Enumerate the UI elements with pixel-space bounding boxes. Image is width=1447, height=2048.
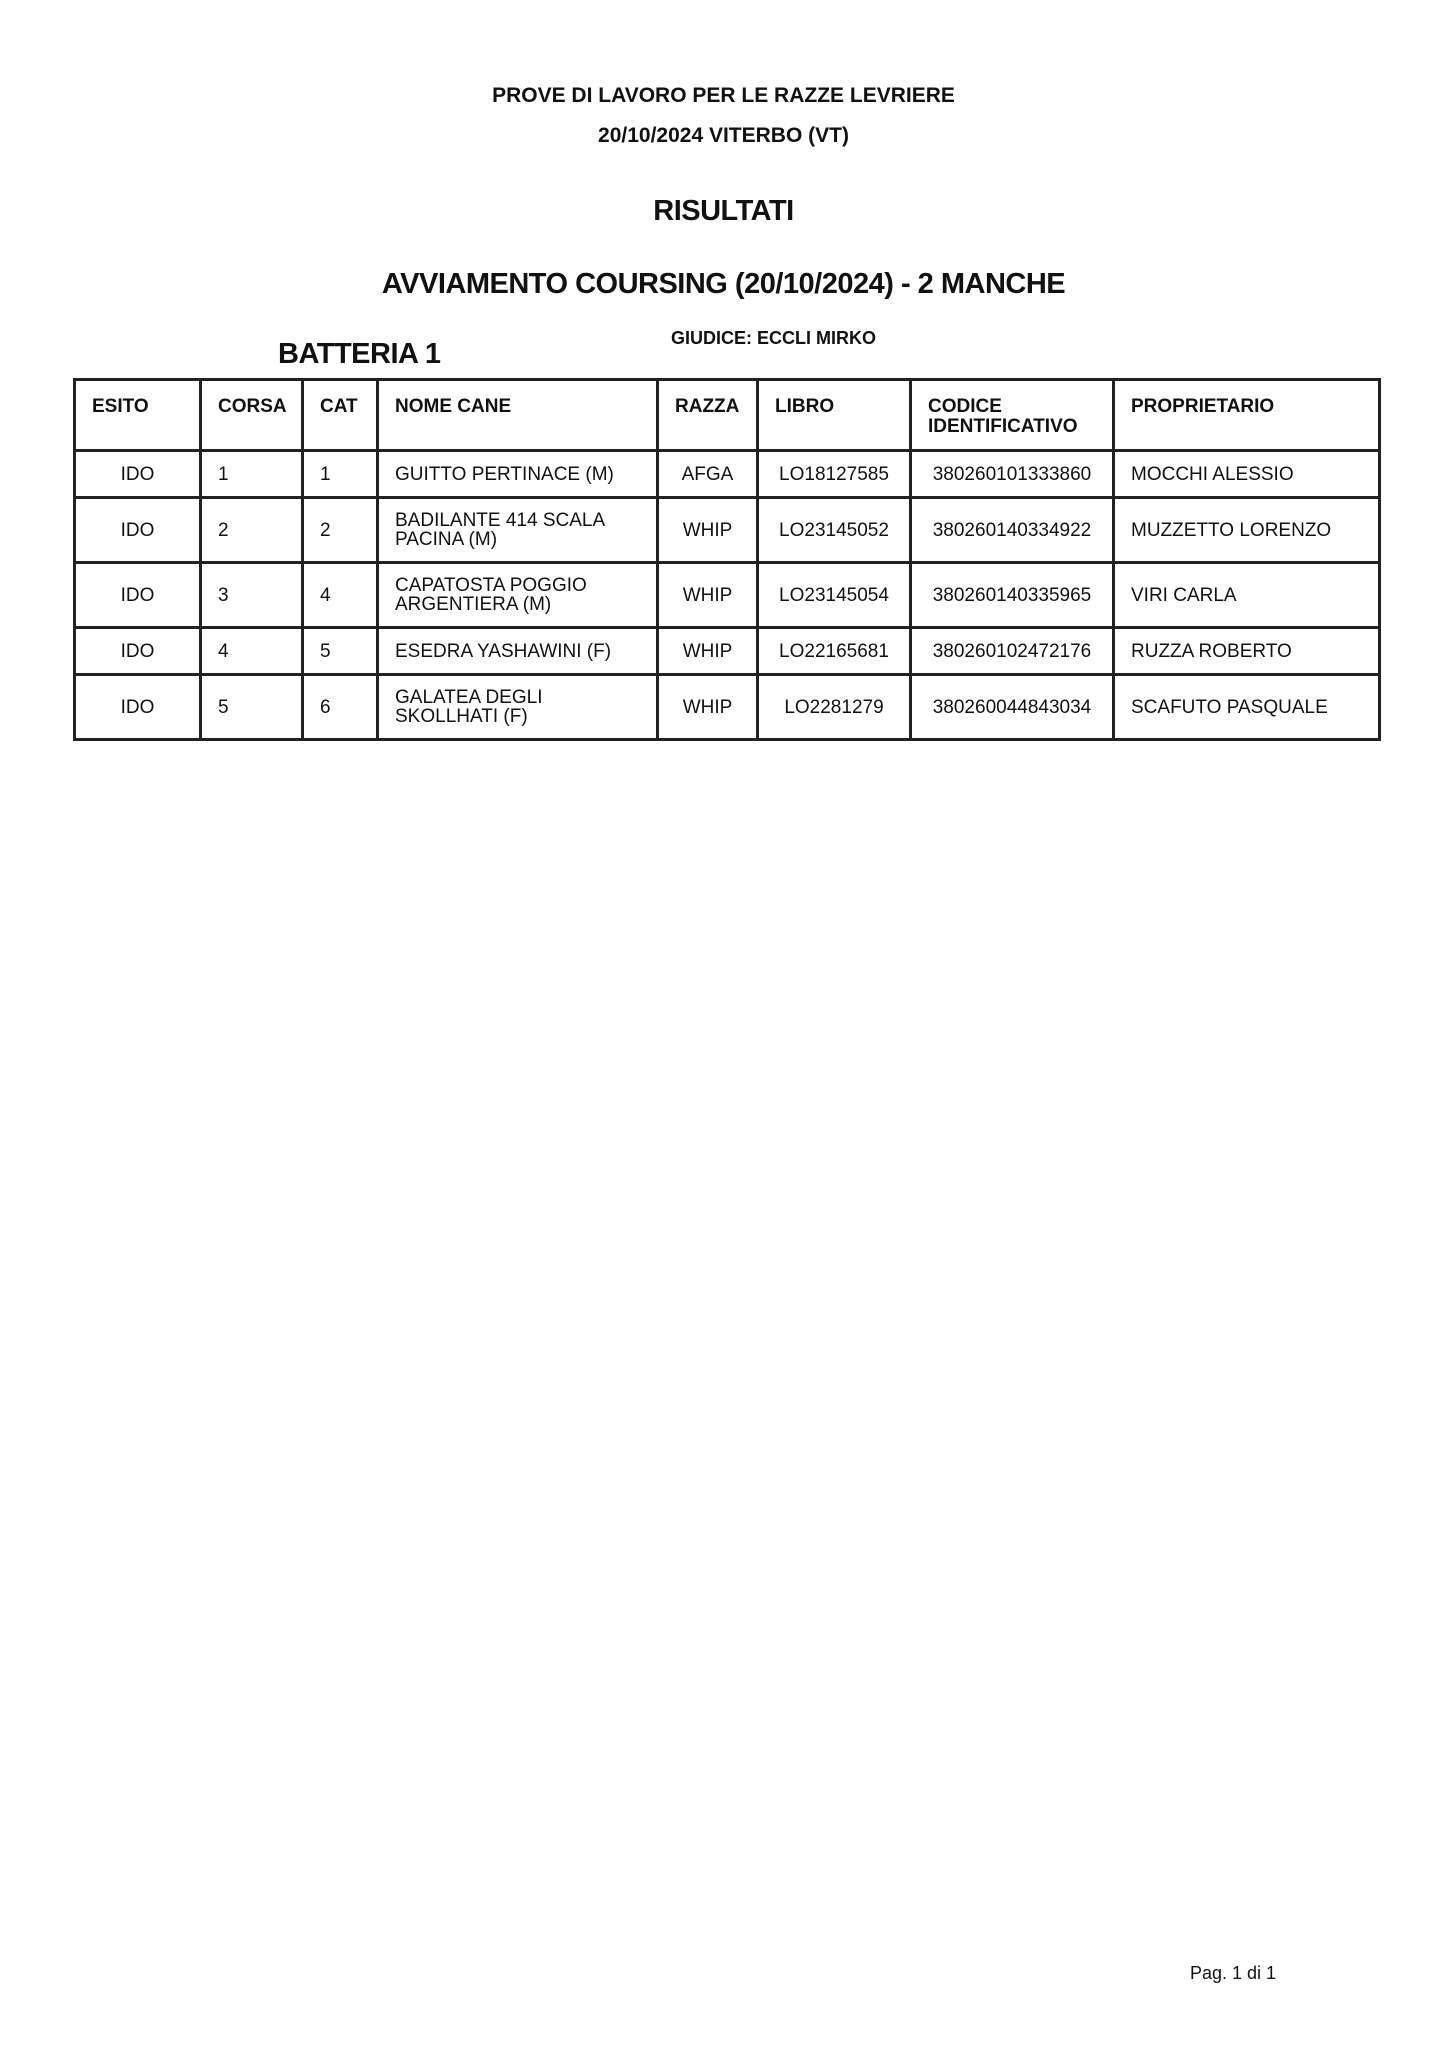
cell-codice: 380260140335965 [911, 563, 1114, 628]
table-row [75, 498, 1380, 563]
cell-codice: 380260044843034 [911, 675, 1114, 740]
cell-nome-cane [378, 628, 658, 675]
cell-nome-line1: GALATEA DEGLI [395, 687, 543, 708]
cell-proprietario: SCAFUTO PASQUALE [1114, 675, 1380, 740]
cell-nome-cane [378, 498, 658, 563]
cell-esito: IDO [75, 498, 201, 563]
col-esito: ESITO [75, 380, 201, 451]
cell-corsa: 3 [201, 563, 303, 628]
col-razza: RAZZA [658, 380, 758, 451]
cell-cat: 5 [303, 628, 378, 675]
cell-razza: WHIP [658, 628, 758, 675]
cell-esito: IDO [75, 563, 201, 628]
cell-libro: LO18127585 [758, 451, 911, 498]
table-row [75, 675, 1380, 740]
table-row [75, 628, 1380, 675]
page-number: Pag. 1 di 1 [1190, 1963, 1277, 1983]
cell-nome-cane [378, 563, 658, 628]
cell-nome-line2: PACINA (M) [395, 529, 498, 550]
col-codice-line2: IDENTIFICATIVO [928, 416, 1078, 437]
cell-codice: 380260101333860 [911, 451, 1114, 498]
col-libro: LIBRO [758, 380, 911, 451]
cell-corsa: 5 [201, 675, 303, 740]
cell-esito: IDO [75, 628, 201, 675]
col-proprietario: PROPRIETARIO [1114, 380, 1380, 451]
cell-razza: WHIP [658, 563, 758, 628]
judge-label: GIUDICE: ECCLI MIRKO [671, 328, 876, 348]
cell-nome-line1: BADILANTE 414 SCALA [395, 510, 606, 531]
table-row [75, 451, 1380, 498]
table-row [75, 563, 1380, 628]
cell-proprietario: VIRI CARLA [1114, 563, 1380, 628]
cell-libro: LO22165681 [758, 628, 911, 675]
cell-nome-line2: ARGENTIERA (M) [395, 594, 552, 615]
col-codice [911, 380, 1114, 451]
table-header-row [75, 380, 1380, 451]
cell-nome-line1: GUITTO PERTINACE (M) [395, 463, 614, 485]
col-cat: CAT [303, 380, 378, 451]
cell-nome-cane [378, 451, 658, 498]
document-title: PROVE DI LAVORO PER LE RAZZE LEVRIERE [492, 84, 955, 107]
cell-cat: 2 [303, 498, 378, 563]
cell-proprietario: RUZZA ROBERTO [1114, 628, 1380, 675]
cell-nome-line1: ESEDRA YASHAWINI (F) [395, 640, 612, 662]
col-codice-line1: CODICE [928, 396, 1002, 417]
cell-proprietario: MUZZETTO LORENZO [1114, 498, 1380, 563]
col-nome-cane: NOME CANE [378, 380, 658, 451]
event-date-location: 20/10/2024 VITERBO (VT) [598, 124, 849, 147]
cell-nome-line1: CAPATOSTA POGGIO [395, 575, 587, 596]
cell-libro: LO23145054 [758, 563, 911, 628]
section-title: RISULTATI [653, 195, 794, 227]
cell-cat: 6 [303, 675, 378, 740]
cell-razza: AFGA [658, 451, 758, 498]
cell-nome-cane [378, 675, 658, 740]
cell-libro: LO2281279 [758, 675, 911, 740]
cell-proprietario: MOCCHI ALESSIO [1114, 451, 1380, 498]
battery-title: BATTERIA 1 [278, 338, 441, 370]
cell-corsa: 2 [201, 498, 303, 563]
cell-libro: LO23145052 [758, 498, 911, 563]
cell-razza: WHIP [658, 675, 758, 740]
cell-cat: 1 [303, 451, 378, 498]
event-title: AVVIAMENTO COURSING (20/10/2024) - 2 MANCHE [381, 268, 1066, 300]
cell-corsa: 1 [201, 451, 303, 498]
cell-esito: IDO [75, 451, 201, 498]
cell-nome-line2: SKOLLHATI (F) [395, 706, 528, 727]
results-table [73, 378, 1381, 741]
cell-corsa: 4 [201, 628, 303, 675]
cell-esito: IDO [75, 675, 201, 740]
cell-cat: 4 [303, 563, 378, 628]
cell-razza: WHIP [658, 498, 758, 563]
cell-codice: 380260102472176 [911, 628, 1114, 675]
col-corsa: CORSA [201, 380, 303, 451]
cell-codice: 380260140334922 [911, 498, 1114, 563]
